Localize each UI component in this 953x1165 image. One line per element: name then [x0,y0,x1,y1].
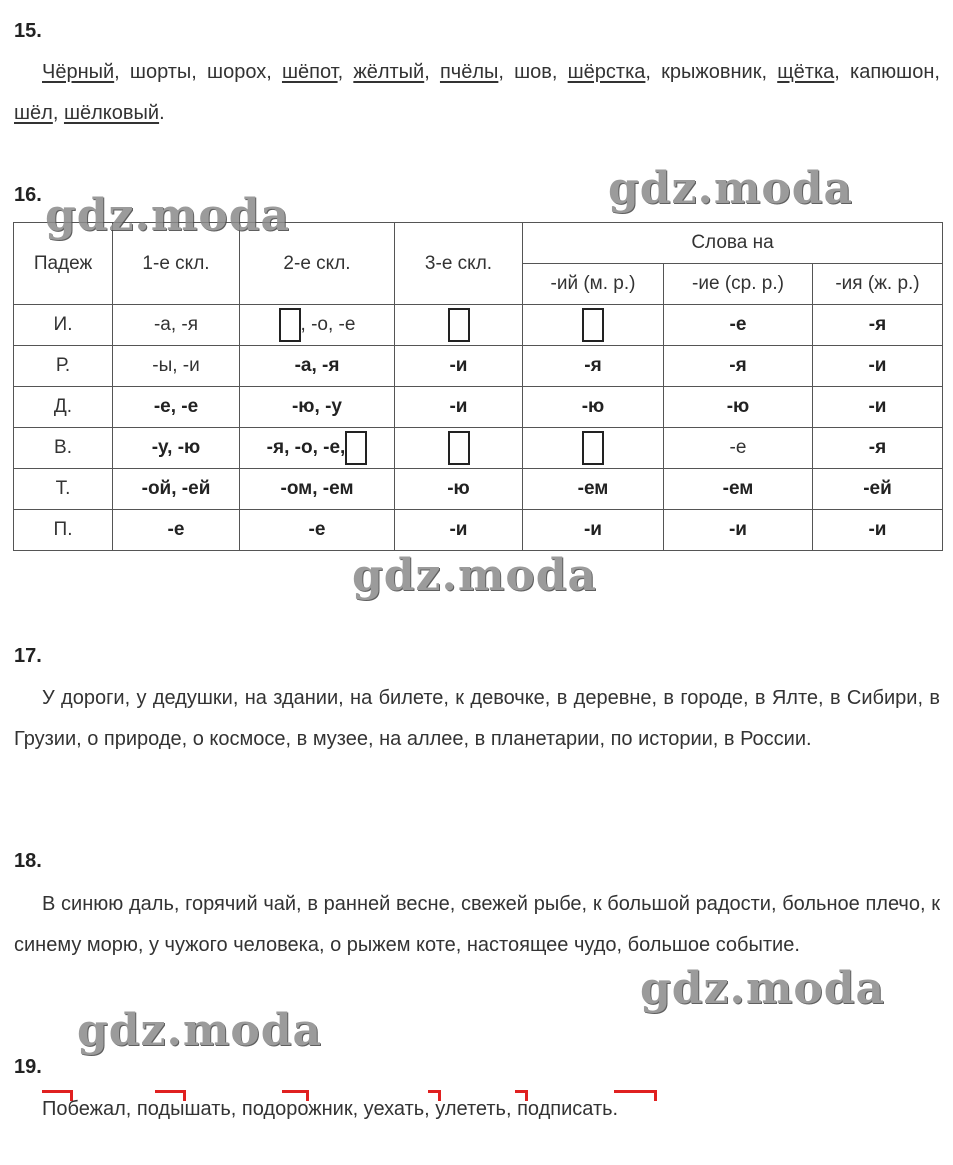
cell-ij: -я [523,346,664,387]
watermark-logo: gdz.moda [640,963,886,1014]
cell-d2 [240,428,395,469]
word: шёпот [281,61,338,83]
null-ending-box [345,431,367,465]
cell-case: В. [14,428,113,469]
cell-d3: -и [395,387,523,428]
cell-d2: -а, -я [240,346,395,387]
cell-d1: -а, -я [113,305,240,346]
header-ie: -ие (ср. р.) [664,264,813,305]
header-decl-2: 2-е скл. [240,223,395,305]
word: шёлковый [63,102,160,124]
watermark-logo: gdz.moda [77,1005,323,1056]
table-row [14,346,943,387]
header-ij: -ий (м. р.) [523,264,664,305]
exercise-19-text: Побежал, подышать, подорожник, уехать, улететь, подписать. [42,1098,619,1120]
cell-case: И. [14,305,113,346]
table-row [14,428,943,469]
cell-ij [523,428,664,469]
null-ending-box [582,308,604,342]
cell-d1: -е [113,510,240,551]
cell-d3: -ю [395,469,523,510]
null-ending-box [448,308,470,342]
header-iya: -ия (ж. р.) [813,264,943,305]
table-row [14,387,943,428]
cell-ij [523,305,664,346]
table-row [14,469,943,510]
table-row [14,510,943,551]
cell-ij: -ю [523,387,664,428]
cell-d2-text: -я, -о, -е, [266,437,346,459]
cell-d3: -и [395,510,523,551]
cell-ij: -ем [523,469,664,510]
cell-d1: -е, -е [113,387,240,428]
word: Чёрный [42,61,115,83]
exercise-15-text: Чёрный, шорты, шорох, шёпот, жёлтый, пчёлы, шов, шёрстка, крыжовник, щётка, капюшон, шёл, шёлковый. [14,61,940,124]
cell-d3: -и [395,346,523,387]
exercise-19-number: 19. [14,1056,42,1078]
table-row [14,305,943,346]
watermark-logo: gdz.moda [608,163,854,214]
exercise-18-text: В синюю даль, горячий чай, в ранней весне, свежей рыбе, к большой радости, больное плечо, к синему морю, у чужого человека, о рыжем коте, настоящее чудо, большое событие. [14,893,940,956]
cell-d3 [395,428,523,469]
cell-ie: -е [664,305,813,346]
cell-case: Т. [14,469,113,510]
word: шорох [207,61,267,83]
word: капюшон [850,61,935,83]
header-decl-3: 3-е скл. [395,223,523,305]
cell-ie: -ем [664,469,813,510]
cell-d3 [395,305,523,346]
word: шёрстка [567,61,646,83]
word: жёлтый [353,61,425,83]
cell-ie: -я [664,346,813,387]
cell-d2: -ом, -ем [240,469,395,510]
cell-ie: -ю [664,387,813,428]
header-case: Падеж [14,223,113,305]
cell-d2: -ю, -у [240,387,395,428]
cell-iya: -ей [813,469,943,510]
null-ending-box [582,431,604,465]
exercise-17-text: У дороги, у дедушки, на здании, на билете, к девочке, в деревне, в городе, в Ялте, в Сибири, в Грузии, о природе, о космосе, в музее, на аллее, в планетарии, по истории, в России. [14,687,940,750]
watermark-logo: gdz.moda [352,550,598,601]
exercise-16-number: 16. [14,184,42,206]
word: шёл [14,102,53,124]
cell-ij: -и [523,510,664,551]
word: шов [514,61,552,83]
cell-d1: -у, -ю [113,428,240,469]
cell-iya: -и [813,346,943,387]
cell-d2: -е [240,510,395,551]
null-ending-box [448,431,470,465]
header-decl-1: 1-е скл. [113,223,240,305]
cell-iya: -и [813,510,943,551]
watermark-logo: gdz.moda [45,190,291,241]
word: шорты [129,61,192,83]
exercise-18-number: 18. [14,850,42,872]
cell-ie: -е [664,428,813,469]
declension-table [13,222,943,551]
cell-case: Р. [14,346,113,387]
null-ending-box [279,308,301,342]
cell-d2 [240,305,395,346]
cell-ie: -и [664,510,813,551]
cell-iya: -и [813,387,943,428]
cell-case: П. [14,510,113,551]
word: щётка [777,61,835,83]
cell-case: Д. [14,387,113,428]
header-words-on: Слова на [523,223,943,264]
cell-iya: -я [813,305,943,346]
word: пчёлы [439,61,499,83]
cell-d1: -ой, -ей [113,469,240,510]
cell-d1: -ы, -и [113,346,240,387]
exercise-17-number: 17. [14,645,42,667]
cell-iya: -я [813,428,943,469]
exercise-15-number: 15. [14,20,42,42]
cell-d2-text: , -о, -е [300,314,356,336]
word: крыжовник [661,61,762,83]
